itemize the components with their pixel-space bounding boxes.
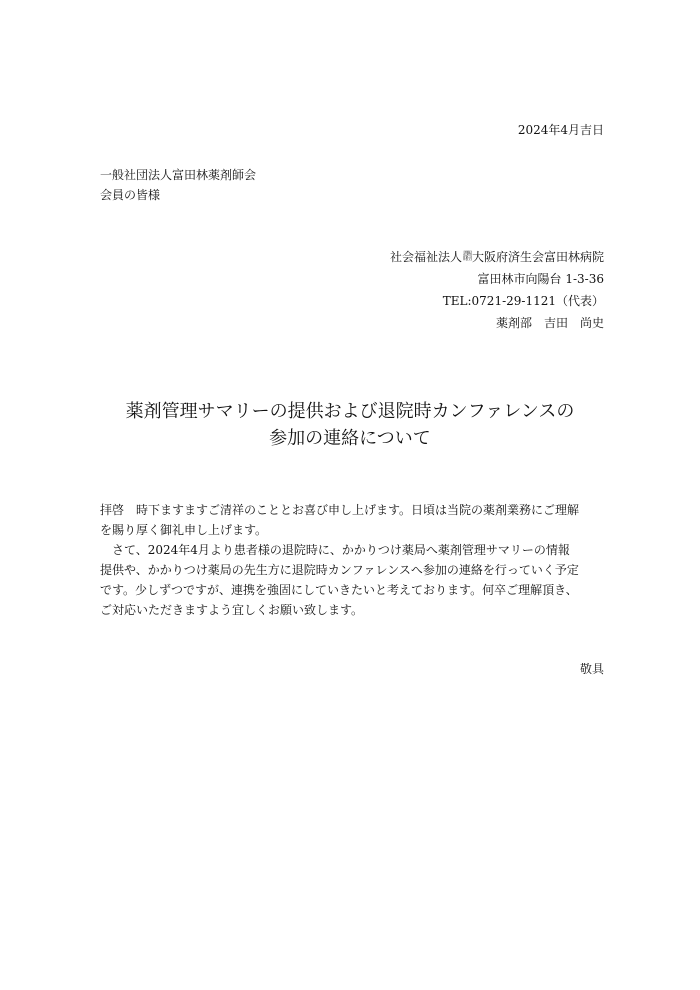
sender-address: 富田林市向陽台 1-3-36 [477,272,604,286]
body-line: 提供や、かかりつけ薬局の先生方に退院時カンファレンスへ参加の連絡を行っていく予定 [100,563,579,577]
body-line: 拝啓 時下ますますご清祥のこととお喜び申し上げます。日頃は当院の薬剤業務にご理解 [100,503,580,517]
body-line: さて、2024年4月より患者様の退院時に、かかりつけ薬局へ薬剤管理サマリーの情報 [100,543,570,557]
sender-org-mark-top: 恩賜 [462,250,471,257]
sender-department: 薬剤部 吉田 尚史 [495,316,604,330]
sender-org-mark-bottom: 財団 [462,255,471,262]
letter-body [100,500,605,620]
sender-org-suffix: 大阪府済生会富田林病院 [471,250,604,264]
closing-remark: 敬具 [579,662,604,676]
date: 2024年4月吉日 [517,123,604,137]
sender-organization [390,248,604,265]
document-title-line-1: 薬剤管理サマリーの提供および退院時カンファレンスの [125,401,575,422]
body-line: を賜り厚く御礼申し上げます。 [100,523,268,537]
sender-org-prefix: 社会福祉法人 [389,250,462,264]
body-line: です。少しずつですが、連携を強固にしていきたいと考えております。何卒ご理解頂き、 [100,583,578,597]
recipient-organization: 一般社団法人富田林薬剤師会 [100,168,257,182]
sender-org-mark [462,252,472,262]
document-title-line-2: 参加の連絡について [269,428,431,449]
body-line: ご対応いただきますよう宜しくお願い致します。 [100,603,364,617]
sender-telephone: TEL:0721-29-1121（代表） [442,294,604,308]
recipient-salutation: 会員の皆様 [100,188,161,202]
